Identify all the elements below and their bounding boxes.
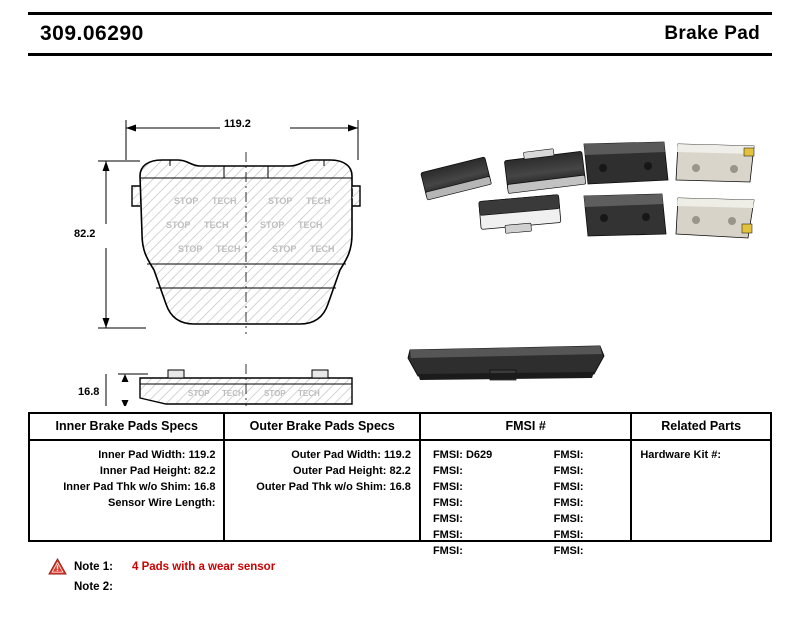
- fmsi-column: [421, 414, 632, 557]
- spec-row: [30, 463, 215, 479]
- note-1-text: 4 Pads with a wear sensor: [132, 561, 276, 573]
- svg-text:STOP: STOP: [188, 389, 210, 398]
- spec-label: Outer Pad Thk w/o Shim:: [256, 481, 387, 493]
- note-1-row: [28, 557, 772, 577]
- fmsi-label: FMSI:: [432, 513, 463, 525]
- fmsi-row: [433, 447, 526, 463]
- outer-pad-specs-column: [225, 414, 420, 540]
- product-photo-pad-profile: [408, 346, 604, 380]
- note-1-label: Note 1:: [74, 561, 113, 573]
- fmsi-label: FMSI:: [553, 513, 584, 525]
- inner-pad-specs-list: [30, 441, 223, 511]
- spec-sheet: [28, 12, 772, 604]
- warning-icon: [48, 558, 67, 575]
- fmsi-label: FMSI:: [432, 449, 463, 461]
- fmsi-row: [554, 447, 631, 463]
- svg-text:STOP: STOP: [272, 244, 297, 254]
- related-parts-list: [632, 441, 770, 463]
- spec-label: Inner Pad Width:: [98, 449, 186, 461]
- spec-row: [30, 447, 215, 463]
- spec-row: [225, 447, 410, 463]
- related-label: Hardware Kit #:: [640, 449, 722, 461]
- spec-value: 16.8: [194, 481, 216, 493]
- fmsi-grid: [421, 441, 630, 559]
- fmsi-row: [433, 479, 526, 495]
- fmsi-title: FMSI #: [421, 414, 630, 441]
- spec-label: Outer Pad Width:: [291, 449, 381, 461]
- spec-tables: [28, 412, 772, 557]
- spec-value: 119.2: [384, 449, 411, 461]
- inner-pad-specs-title: Inner Brake Pads Specs: [30, 414, 223, 441]
- fmsi-column-right: [526, 447, 631, 559]
- fmsi-label: FMSI:: [553, 529, 584, 541]
- fmsi-label: FMSI:: [553, 481, 584, 493]
- outer-pad-specs-title: Outer Brake Pads Specs: [225, 414, 418, 441]
- inner-pad-specs-column: [30, 414, 225, 540]
- svg-text:STOP: STOP: [264, 389, 286, 398]
- svg-text:STOP: STOP: [260, 220, 285, 230]
- svg-text:TECH: TECH: [306, 196, 331, 206]
- svg-text:STOP: STOP: [178, 244, 203, 254]
- spec-value: 82.2: [194, 465, 216, 477]
- spec-value: 82.2: [389, 465, 411, 477]
- svg-text:TECH: TECH: [212, 196, 237, 206]
- page-title: 309.06290: [40, 22, 144, 45]
- technical-drawing: [28, 56, 772, 406]
- fmsi-label: FMSI:: [432, 529, 463, 541]
- spec-row: [225, 463, 410, 479]
- svg-text:TECH: TECH: [310, 244, 335, 254]
- drawing-area: [28, 56, 772, 406]
- svg-text:TECH: TECH: [216, 244, 241, 254]
- sheet-header: [28, 12, 772, 56]
- spec-label: Inner Pad Thk w/o Shim:: [63, 481, 191, 493]
- notes-section: [28, 557, 772, 597]
- fmsi-label: FMSI:: [432, 481, 463, 493]
- fmsi-row: [554, 527, 631, 543]
- fmsi-label: FMSI:: [432, 465, 463, 477]
- svg-text:TECH: TECH: [204, 220, 229, 230]
- dimension-height-label: 82.2: [74, 228, 96, 240]
- fmsi-column-left: [421, 447, 526, 559]
- dimension-width-label: 119.2: [224, 118, 251, 130]
- spec-row: [30, 495, 215, 511]
- spec-row: [225, 495, 410, 499]
- fmsi-label: FMSI:: [553, 545, 584, 557]
- fmsi-label: FMSI:: [432, 545, 463, 557]
- spec-label: Sensor Wire Length:: [108, 497, 216, 509]
- fmsi-row: [554, 479, 631, 495]
- dimension-thickness-label: 16.8: [78, 386, 100, 398]
- fmsi-row: [433, 463, 526, 479]
- svg-text:STOP: STOP: [174, 196, 199, 206]
- note-2-row: [28, 577, 772, 597]
- svg-text:STOP: STOP: [268, 196, 293, 206]
- svg-text:TECH: TECH: [222, 389, 244, 398]
- fmsi-row: [554, 511, 631, 527]
- spec-value: 16.8: [389, 481, 411, 493]
- spec-row: [30, 479, 215, 495]
- product-photo-pad-group: [421, 145, 586, 235]
- svg-text:TECH: TECH: [298, 220, 323, 230]
- fmsi-row: [554, 495, 631, 511]
- fmsi-label: FMSI:: [432, 497, 463, 509]
- spec-label: Inner Pad Height:: [99, 465, 191, 477]
- fmsi-label: FMSI:: [553, 497, 584, 509]
- note-2-label: Note 2:: [74, 581, 113, 593]
- fmsi-value: D629: [465, 449, 493, 461]
- svg-text:STOP: STOP: [166, 220, 191, 230]
- related-row: [640, 447, 770, 463]
- outer-pad-specs-list: [225, 441, 418, 499]
- related-parts-column: [632, 414, 770, 540]
- svg-text:TECH: TECH: [298, 389, 320, 398]
- fmsi-row: [433, 527, 526, 543]
- document-type-label: Brake Pad: [664, 23, 760, 44]
- fmsi-row: [433, 495, 526, 511]
- spec-label: Outer Pad Height:: [292, 465, 387, 477]
- fmsi-label: FMSI:: [553, 465, 584, 477]
- fmsi-label: FMSI:: [553, 449, 584, 461]
- product-photo-pad-set: [584, 142, 754, 238]
- spec-value: 119.2: [188, 449, 216, 461]
- fmsi-row: [554, 463, 631, 479]
- related-parts-title: Related Parts: [632, 414, 770, 441]
- spec-row: [225, 479, 410, 495]
- fmsi-row: [433, 511, 526, 527]
